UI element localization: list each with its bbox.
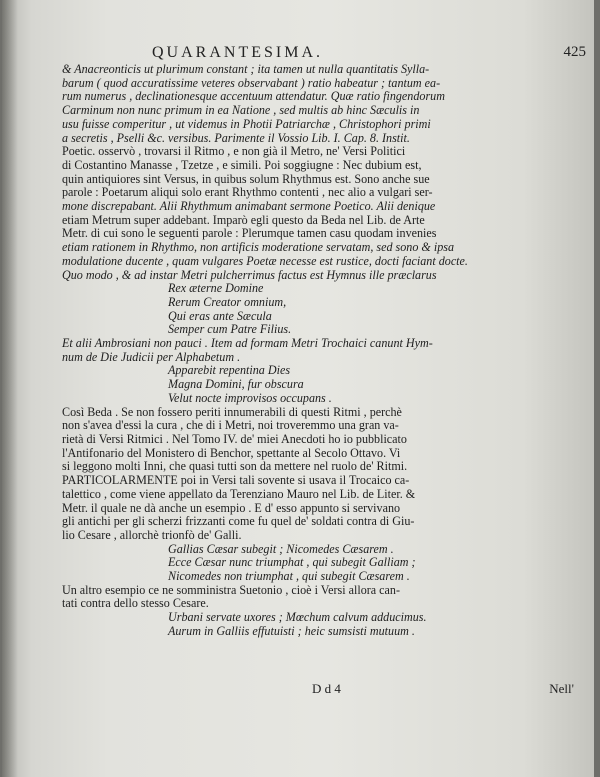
verse-line: Gallias Cæsar subegit ; Nicomedes Cæsarem . [168,541,394,556]
text-line: modulatione ducente , quam vulgares Poetæ necesse est rustice, docti faciant docte. [62,253,468,268]
text-line: talettico , come viene appellato da Terenziano Mauro nel Lib. de Liter. & [62,486,416,501]
text-line: l'Antifonario del Monistero di Benchor, spettante al Secolo Ottavo. Vi [62,445,401,460]
text-line: Così Beda . Se non fossero periti innumerabili di questi Ritmi , perchè [62,404,402,419]
catchword: Nell' [549,681,574,696]
text-line: rum numerus , declinationesque accentuum attendatur. Quæ ratio fingendorum [62,89,445,104]
verse-line: Rerum Creator omnium, [168,294,287,309]
page-number: 425 [563,44,586,60]
text-line: Un altro esempio ce ne somministra Suetonio , cioè i Versi allora can- [62,582,400,597]
text-line: quin antiquiores sint Versus, in quibus solum Rhythmus est. Sono anche sue [62,171,430,186]
text-line: gli antichi per gli scherzi frizzanti come fu quel de' soldati contra di Giu- [62,514,415,529]
text-line: lio Cesare , allorchè trionfò de' Galli. [62,527,242,542]
verse-line: Rex æterne Domine [168,281,264,296]
running-title: QUARANTESIMA. [152,44,323,61]
verse-line: Aurum in Galliis effutuisti ; heic sumsisti mutuum . [168,623,415,638]
verse-line: Semper cum Patre Filius. [168,322,292,337]
text-line: tati contra dello stesso Cesare. [62,596,209,611]
verse-line: Nicomedes non triumphat , qui subegit Cæsarem . [168,569,410,584]
verse-line: Ecce Cæsar nunc triumphat , qui subegit Galliam ; [168,555,416,570]
text-line: etiam rationem in Rhythmo, non artificis moderatione servatam, sed sono & ipsa [62,240,455,255]
body-text [62,63,582,639]
text-line: rietà di Versi Ritmici . Nel Tomo IV. de' miei Anecdoti ho io pubblicato [62,431,407,446]
verse-line: Urbani servate uxores ; Mœchum calvum adducimus. [168,610,427,625]
text-line: & Anacreonticis ut plurimum constant ; ita tamen ut nulla quantitatis Sylla- [62,62,430,76]
text-line: Metr. il quale ne dà anche un esempio . E d' esso appunto si servivano [62,500,401,515]
verse-line: Magna Domini, fur obscura [168,377,304,392]
text-line: Carminum non nunc primum in ea Natione , sed multis ab hinc Sæculis in [62,103,420,118]
text-line: num de Die Judicii per Alphabetum . [62,349,241,364]
text-line: si leggono molti Inni, che quasi tutti son da mettere nel ruolo de' Ritmi. [62,459,408,474]
verse-line: Apparebit repentina Dies [168,363,291,378]
text-line: mone discrepabant. Alii Rhythmum animabant sermone Poetico. Alii denique [62,199,436,214]
text-line: Metr. di cui sono le seguenti parole : Plerumque tamen casu quodam invenies [62,226,437,241]
verse-line: Qui eras ante Sæcula [168,308,272,323]
text-line: parole : Poetarum aliqui solo erant Rhythmo contenti , nec alio a vulgari ser- [62,185,433,200]
book-page [2,0,594,777]
text-line: Et alii Ambrosiani non pauci . Item ad formam Metri Trochaici canunt Hym- [62,336,433,351]
text-line: Poetic. osservò , trovarsi il Ritmo , e non già il Metro, ne' Versi Politici [62,144,406,159]
text-line: etiam Metrum super addebant. Imparò egli questo da Beda nel Lib. de Arte [62,212,425,227]
running-header [152,44,586,62]
signature-mark: D d 4 [312,681,341,696]
text-line: a secretis , Pselli &c. versibus. Parimente il Vossio Lib. I. Cap. 8. Instit. [62,130,410,145]
text-line: PARTICOLARMENTE poi in Versi tali sovente si usava il Trocaico ca- [62,473,410,488]
gutter-shadow [2,0,18,777]
text-line: usu fuisse comperitur , ut videmus in Photii Patriarchæ , Christophori primi [62,116,431,131]
text-line: Quo modo , & ad instar Metri pulcherrimus factus est Hymnus ille præclarus [62,267,437,282]
text-line: non s'avea d'essi la cura , che di i Metri, noi troveremmo una gran va- [62,418,399,433]
text-line: barum ( quod accuratissime veteres observabant ) ratio habeatur ; tantum ea- [62,75,441,90]
text-line: di Costantino Manasse , Tzetze , e simili. Poi soggiugne : Nec dubium est, [62,157,422,172]
verse-line: Velut nocte improvisos occupans . [168,390,332,405]
